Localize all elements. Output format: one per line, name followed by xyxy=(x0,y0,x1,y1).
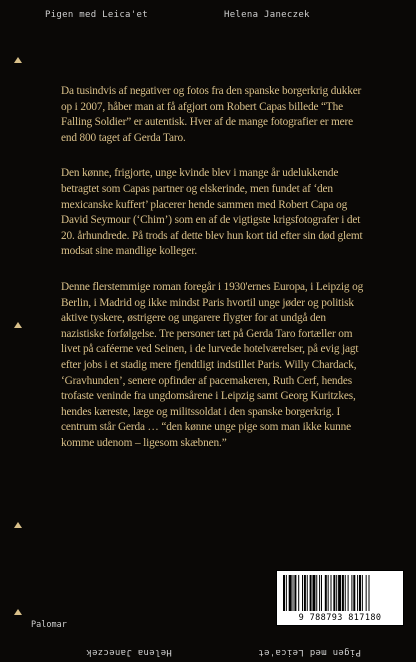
barcode-bar xyxy=(362,575,363,611)
barcode-bar xyxy=(316,575,317,611)
barcode-bar xyxy=(310,575,312,611)
barcode-bars xyxy=(281,575,399,611)
barcode-bar xyxy=(357,575,358,611)
barcode-bar xyxy=(312,575,315,611)
isbn-number: 9 788793 817180 xyxy=(298,613,382,623)
triangle-marker-icon xyxy=(14,57,22,63)
barcode-bar xyxy=(331,575,332,611)
blurb-paragraph-3: Denne flerstemmige roman foregår i 1930'ernes Europa, i Leipzig og Berlin, i Madrid og ikke mindst Paris hvortil unge jøder og politisk aktive tyskere, østrigere og ungarere flygter for at undgå den nazistiske forfølgelse. Tre personer tæt på Gerda Taro fortæller om livet på caféerne ved Seinen, i de lurvede hotelværelser, på evig jagt efter jobs i et stadig mere fjendtligt indstillet Paris. Willy Chardack, ‘Gravhunden’, senere opfinder af pacemakeren, Ruth Cerf, hendes trofaste veninde fra ungdomsårene i Leipzig samt Georg Kuritzkes, hendes kæreste, læge og militssoldat i den spanske borgerkrig. I centrum står Gerda … “den kønne unge pige som man ikke kunne komme udenom – ligesom skæbnen.” xyxy=(61,280,364,449)
barcode-bar xyxy=(342,575,344,611)
barcode-bar xyxy=(348,575,349,611)
barcode-bar xyxy=(307,575,308,611)
header-author: Helena Janeczek xyxy=(224,10,310,20)
triangle-marker-icon xyxy=(14,609,22,615)
barcode-bar xyxy=(298,575,299,611)
barcode-bar xyxy=(289,575,292,611)
barcode-bar xyxy=(293,575,294,611)
barcode-bar xyxy=(351,575,352,611)
header-title: Pigen med Leica'et xyxy=(45,10,148,20)
barcode-bar xyxy=(302,575,303,611)
barcode-bar xyxy=(283,575,285,611)
barcode-bar xyxy=(369,575,370,611)
barcode-bar xyxy=(366,575,367,611)
barcode-bar xyxy=(294,575,296,611)
barcode-bar xyxy=(321,575,322,611)
blurb-text xyxy=(61,84,371,471)
footer-author: Helena Janeczek xyxy=(86,647,172,657)
barcode xyxy=(276,570,404,626)
triangle-marker-icon xyxy=(14,322,22,328)
barcode-bar xyxy=(286,575,287,611)
barcode-bar xyxy=(328,575,329,611)
publisher-name: Palomar xyxy=(31,620,67,630)
barcode-bar xyxy=(338,575,341,611)
blurb-paragraph-1: Da tusindvis af negativer og fotos fra den spanske borgerkrig dukker op i 2007, håber man at få afgjort om Robert Capas billede “The Falling Soldier” er autentisk. Hver af de mange fotografier er mere end 800 taget af Gerda Taro. xyxy=(61,85,362,144)
barcode-bar xyxy=(333,575,335,611)
barcode-bar xyxy=(345,575,346,611)
barcode-bar xyxy=(325,575,327,611)
footer-title: Pigen med Leica'et xyxy=(258,647,361,657)
barcode-bar xyxy=(359,575,361,611)
barcode-bar xyxy=(353,575,355,611)
barcode-bar xyxy=(319,575,320,611)
triangle-marker-icon xyxy=(14,522,22,528)
barcode-bar xyxy=(336,575,337,611)
blurb-paragraph-2: Den kønne, frigjorte, unge kvinde blev i mange år udelukkende betragtet som Capas partner og elskerinde, men fundet af ‘den mexicanske kuffert’ placerer hende sammen med Robert Capa og David Seymour (‘Chim’) som en af de vigtigste krigsfotografer i det 20. århundrede. På trods af dette blev hun kort tid efter sin død glemt modsat sine mandlige kolleger. xyxy=(61,167,363,258)
barcode-bar xyxy=(304,575,306,611)
